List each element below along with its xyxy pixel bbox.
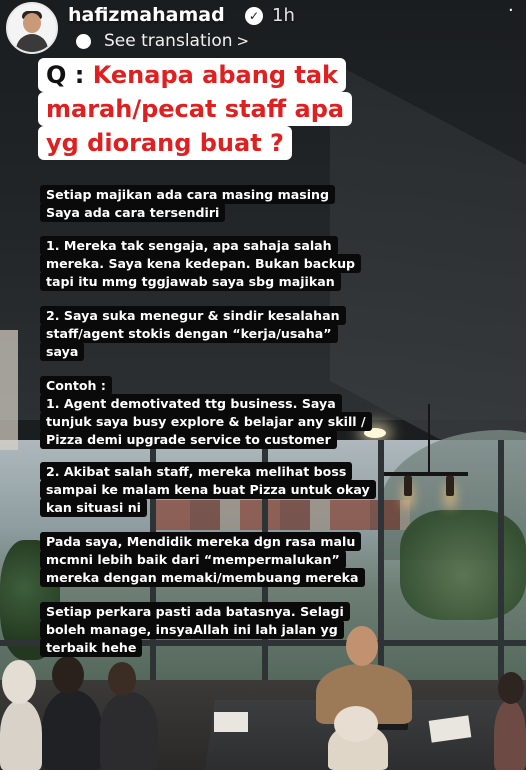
caption-line: sampai ke malam kena buat Pizza untuk okay xyxy=(40,480,376,499)
rooftops xyxy=(150,500,410,530)
question-line-2: marah/pecat staff apa xyxy=(38,92,352,126)
person-head xyxy=(346,626,378,666)
paper xyxy=(214,712,248,732)
caption-line: 2. Akibat salah staff, mereka melihat boss xyxy=(40,462,352,481)
person-head xyxy=(334,706,378,742)
story-header xyxy=(0,0,526,60)
caption-line: tapi itu mmg tggjawab saya sbg majikan xyxy=(40,272,341,291)
avatar[interactable] xyxy=(6,2,58,54)
person-hijab xyxy=(0,700,42,770)
caption-line: staff/agent stokis dengan “kerja/usaha” xyxy=(40,324,338,343)
username[interactable]: hafizmahamad xyxy=(68,4,225,26)
window-mullion xyxy=(498,440,504,690)
pendant-bar xyxy=(384,472,468,476)
caption-line: Pada saya, Mendidik mereka dgn rasa malu xyxy=(40,532,361,551)
caption-line: Contoh : xyxy=(40,376,112,395)
chevron-right-icon: > xyxy=(236,32,250,50)
verified-badge-icon: ✓ xyxy=(245,7,263,25)
question-text: Kenapa abang tak xyxy=(92,61,339,89)
caption-line: Setiap perkara pasti ada batasnya. Selagi xyxy=(40,602,350,621)
person-head xyxy=(108,662,136,696)
trees xyxy=(400,510,526,620)
pendant-bulb xyxy=(404,476,412,496)
caption-line: mcmni lebih baik dari “mempermalukan” xyxy=(40,550,346,569)
caption-line: 1. Agent demotivated ttg business. Saya xyxy=(40,394,342,413)
more-icon[interactable]: · xyxy=(508,0,515,21)
window-mullion xyxy=(378,440,384,690)
question-line-3: yg diorang buat ? xyxy=(38,126,292,160)
person-head xyxy=(2,660,36,704)
caption-line: mereka. Saya kena kedepan. Bukan backup xyxy=(40,254,361,273)
see-translation-label: See translation > xyxy=(104,31,250,51)
caption-line: Setiap majikan ada cara masing masing xyxy=(40,185,335,204)
caption-line: terbaik hehe xyxy=(40,638,142,657)
person xyxy=(494,700,526,770)
caption-line: mereka dengan memaki/membuang mereka xyxy=(40,568,365,587)
avatar-face xyxy=(23,13,41,33)
pendant-wire xyxy=(428,404,430,474)
caption-line: Saya ada cara tersendiri xyxy=(40,203,225,222)
pendant-bulb xyxy=(446,476,454,496)
wall-panel xyxy=(0,330,18,450)
person xyxy=(100,692,158,770)
person-head xyxy=(498,672,524,704)
translate-icon xyxy=(76,34,91,49)
person-head xyxy=(52,656,84,694)
person xyxy=(42,690,102,770)
caption-line: Pizza demi upgrade service to customer xyxy=(40,430,337,449)
caption-line: 1. Mereka tak sengaja, apa sahaja salah xyxy=(40,236,338,255)
caption-line: saya xyxy=(40,342,84,361)
post-time: 1h xyxy=(272,5,295,26)
avatar-body xyxy=(16,34,48,54)
caption-line: tunjuk saya busy explore & belajar any skill / xyxy=(40,412,372,431)
caption-line: boleh manage, insyaAllah ini lah jalan yg xyxy=(40,620,344,639)
caption-line: 2. Saya suka menegur & sindir kesalahan xyxy=(40,306,346,325)
question-prefix: Q : xyxy=(46,61,85,89)
caption-line: kan situasi ni xyxy=(40,498,147,517)
question-line-1 xyxy=(38,58,346,92)
